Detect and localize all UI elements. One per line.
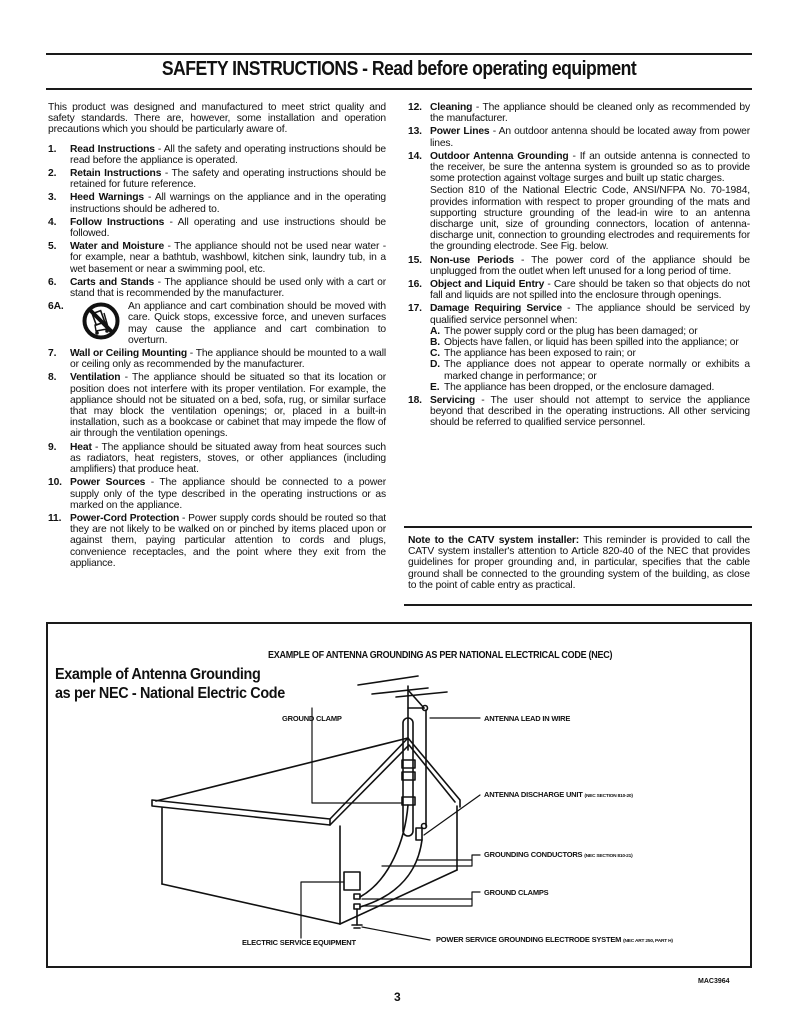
item-text: - If an outside antenna is connected to the receiver, be sure the antenna system is grounded so as to provide some protection against voltage surges and built up static charges. bbox=[430, 150, 750, 185]
item-number: 18. bbox=[408, 395, 422, 407]
item-title: Wall or Ceiling Mounting bbox=[70, 348, 187, 360]
item-title: Heat bbox=[70, 441, 92, 453]
item-title: Ventilation bbox=[70, 372, 121, 384]
figure-heading-line1: Example of Antenna Grounding bbox=[55, 666, 261, 683]
sub-item-text: The appliance has been dropped, or the enclosure damaged. bbox=[444, 381, 715, 393]
item-title: Power Sources bbox=[70, 477, 146, 489]
item-number: 12. bbox=[408, 102, 422, 113]
item-title: Carts and Stands bbox=[70, 276, 155, 288]
figure-caption: EXAMPLE OF ANTENNA GROUNDING AS PER NATIONAL ELECTRICAL CODE (NEC) bbox=[268, 650, 613, 661]
item-title: Non-use Periods bbox=[430, 254, 514, 266]
label-electric-service-equipment: ELECTRIC SERVICE EQUIPMENT bbox=[242, 938, 356, 947]
item-text: - The appliance should be mounted to a wall or ceiling only as recommended by the manufacturer. bbox=[70, 348, 386, 371]
item-text: - Care should be taken so that objects do not fall and liquids are not spilled into the enclosure through openings. bbox=[430, 279, 750, 302]
item-text: - Power supply cords should be routed so that they are not likely to be walked on or pinched by items placed upon or against them, paying particular attention to cords and plugs, convenience receptacles, and the point where they exit from the appliance. bbox=[70, 512, 386, 569]
item-number: 5. bbox=[48, 241, 57, 253]
item-title: Power-Cord Protection bbox=[70, 512, 180, 524]
item-title: Retain Instructions bbox=[70, 168, 162, 180]
item-text: - The appliance should be connected to a power supply only of the type described in the operating instructions or as marked on the appliance. bbox=[70, 477, 386, 511]
document-code: MAC3964 bbox=[698, 978, 730, 985]
item-title: Servicing bbox=[430, 395, 476, 407]
item-number: 13. bbox=[408, 126, 422, 138]
item-number: 15. bbox=[408, 254, 422, 266]
figure-heading-line2: as per NEC - National Electric Code bbox=[55, 685, 285, 702]
item-paragraph: Section 810 of the National Electric Code, ANSI/NFPA No. 70-1984, provides information with respect to proper grounding of the mats and supporting structure grounding of the lead-in wire to an antenna discharge unit, size of grounding connectors, location of antenna-discharge unit, connection to grounding electrodes and requirements for the grounding electrode. See Fig. below. bbox=[430, 185, 750, 253]
label-grounding-conductors: GROUNDING CONDUCTORS (NEC SECTION 810-21) bbox=[484, 850, 633, 859]
sub-item-text: The appliance does not appear to operate normally or exhibits a marked change in performance; or bbox=[444, 359, 750, 382]
sub-item-text: The power supply cord or the plug has been damaged; or bbox=[444, 325, 698, 337]
item-text: - The safety and operating instructions should be retained for future reference. bbox=[70, 168, 387, 191]
label-ground-clamp: GROUND CLAMP bbox=[282, 714, 342, 723]
item-text: - All warnings on the appliance and in the operating instructions should be adhered to. bbox=[70, 192, 387, 215]
item-number: 9. bbox=[48, 441, 57, 453]
item-text: - All the safety and operating instructions should be read before the appliance is operated. bbox=[70, 143, 386, 166]
item-text: - The appliance should be situated so that its location or position does not interfere with its proper ventilation. For example, the appliance should not be situated on a bed, sofa, rug, or similar surface that may block the ventilation openings; or, placed in a built-in installation, such as a bookcase or cabinet that may impede the flow of air through the ventilation openings. bbox=[70, 372, 386, 440]
item-title: Outdoor Antenna Grounding bbox=[430, 150, 569, 162]
note-text: This reminder is provided to call the CATV system installer's attention to Article 820-40 of the NEC that provides guidelines for proper grounding and, in particular, specifies that the cable ground shall be connected to the grounding system of the building, as close to the point of cable entry as practical. bbox=[408, 535, 750, 591]
item-number: 7. bbox=[48, 348, 57, 360]
item-text: An appliance and cart combination should be moved with care. Quick stops, excessive force, and uneven surfaces may cause the appliance and cart combination to overturn. bbox=[128, 301, 386, 346]
label-power-service-grounding: POWER SERVICE GROUNDING ELECTRODE SYSTEM (NEC ART 250, PART H) bbox=[436, 935, 673, 944]
item-title: Heed Warnings bbox=[70, 192, 144, 204]
item-number: 6. bbox=[48, 276, 57, 288]
item-title: Object and Liquid Entry bbox=[430, 279, 545, 291]
item-text: - An outdoor antenna should be located away from power lines. bbox=[430, 126, 750, 149]
item-title: Read Instructions bbox=[70, 143, 155, 155]
item-title: Power Lines bbox=[430, 126, 490, 138]
label-antenna-discharge-unit: ANTENNA DISCHARGE UNIT (NEC SECTION 810-20) bbox=[484, 790, 633, 799]
antenna-icon bbox=[358, 676, 447, 836]
item-number: 10. bbox=[48, 477, 62, 489]
sub-item-letter: D. bbox=[430, 359, 440, 371]
label-ground-clamps: GROUND CLAMPS bbox=[484, 888, 549, 897]
item-text: - The appliance should be used only with a cart or stand that is recommended by the manufacturer. bbox=[70, 276, 386, 300]
item-text: - The appliance should be serviced by qualified service personnel when: bbox=[430, 303, 750, 326]
item-number: 16. bbox=[408, 279, 422, 291]
item-number: 11. bbox=[48, 512, 62, 524]
item-text: - The appliance should be situated away from heat sources such as radiators, heat registers, stoves, or other appliances (including amplifiers) that produce heat. bbox=[70, 441, 386, 476]
item-text: - All operating and use instructions should be followed. bbox=[70, 216, 387, 240]
item-text: - The user should not attempt to service the appliance beyond that described in the operating instructions. All other servicing should be referred to qualified service personnel. bbox=[430, 395, 750, 429]
item-number: 1. bbox=[48, 143, 57, 155]
sub-item-letter: C. bbox=[430, 348, 440, 360]
sub-item-letter: E. bbox=[430, 381, 440, 393]
page-title: SAFETY INSTRUCTIONS - Read before operating equipment bbox=[161, 58, 637, 80]
label-antenna-lead-in-wire: ANTENNA LEAD IN WIRE bbox=[484, 714, 571, 723]
intro-paragraph: This product was designed and manufactured to meet strict quality and safety standards. There are, however, some installation and operation precautions which you should be particularly aware of. bbox=[48, 102, 386, 136]
item-title: Follow Instructions bbox=[70, 216, 165, 228]
note-title: Note to the CATV system installer: bbox=[408, 535, 580, 546]
item-title: Cleaning bbox=[430, 102, 473, 113]
item-title: Water and Moisture bbox=[70, 241, 165, 253]
sub-item-text: Objects have fallen, or liquid has been spilled into the appliance; or bbox=[444, 337, 739, 349]
item-text: - The appliance should not be used near water - for example, near a bathtub, washbowl, kitchen sink, laundry tub, in a wet basement or near a swimming pool, etc. bbox=[70, 241, 386, 275]
item-number: 3. bbox=[48, 192, 57, 204]
item-title: Damage Requiring Service bbox=[430, 303, 562, 315]
sub-item-text: The appliance has been exposed to rain; or bbox=[444, 348, 636, 360]
sub-item-letter: A. bbox=[430, 325, 440, 337]
item-text: - The power cord of the appliance should be unplugged from the outlet when left unused for a long period of time. bbox=[430, 254, 750, 277]
item-number: 14. bbox=[408, 150, 422, 162]
item-number: 2. bbox=[48, 168, 57, 180]
item-number: 8. bbox=[48, 372, 57, 384]
item-number: 4. bbox=[48, 216, 57, 228]
item-number: 17. bbox=[408, 303, 422, 315]
page-number: 3 bbox=[394, 990, 401, 1004]
sub-item-letter: B. bbox=[430, 337, 440, 349]
item-number: 6A. bbox=[48, 301, 64, 313]
item-text: - The appliance should be cleaned only as recommended by the manufacturer. bbox=[430, 102, 750, 125]
